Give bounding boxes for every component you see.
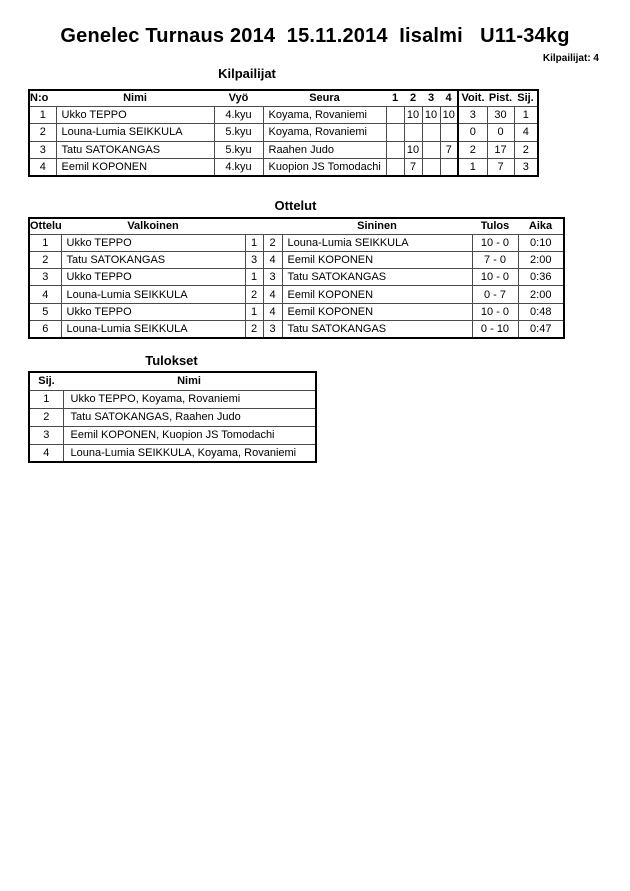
table-cell: 1 (245, 234, 263, 251)
results-table (28, 371, 317, 463)
table-cell: 2 (29, 408, 63, 426)
table-cell: 5.kyu (214, 124, 263, 142)
table-row (29, 426, 316, 444)
table-cell (440, 124, 458, 142)
table-cell: Tatu SATOKANGAS (282, 269, 472, 286)
column-header: 3 (422, 90, 440, 106)
column-header: 1 (386, 90, 404, 106)
table-cell: 6 (29, 320, 61, 337)
table-cell: 2 (29, 251, 61, 268)
table-row (29, 124, 538, 142)
table-cell: Eemil KOPONEN (282, 286, 472, 303)
table-cell: Eemil KOPONEN (56, 159, 214, 177)
table-cell: Tatu SATOKANGAS, Raahen Judo (63, 408, 316, 426)
table-cell: 1 (514, 106, 538, 124)
table-cell: 1 (29, 106, 56, 124)
table-cell: 0:10 (518, 234, 564, 251)
table-row (29, 251, 564, 268)
table-cell: 2 (29, 124, 56, 142)
table-cell: Raahen Judo (263, 141, 386, 159)
table-row (29, 390, 316, 408)
table-cell: 10 - 0 (472, 303, 518, 320)
table-cell: 0 - 10 (472, 320, 518, 337)
column-header: Pist. (487, 90, 514, 106)
column-header: Ottelu (29, 218, 61, 234)
table-cell (422, 124, 440, 142)
table-cell: 2 (245, 320, 263, 337)
table-cell: 4 (514, 124, 538, 142)
table-cell: 3 (29, 426, 63, 444)
matches-table (28, 217, 565, 339)
table-cell: Eemil KOPONEN (282, 251, 472, 268)
table-cell (440, 159, 458, 177)
table-cell: 10 (404, 106, 422, 124)
competitor-count-label: Kilpailijat: 4 (542, 53, 599, 64)
table-cell: 0:48 (518, 303, 564, 320)
section-title-matches: Ottelut (274, 198, 317, 213)
column-header: Nimi (56, 90, 214, 106)
table-cell: 5.kyu (214, 141, 263, 159)
table-cell: 10 (422, 106, 440, 124)
column-header: Tulos (472, 218, 518, 234)
table-cell: 2:00 (518, 251, 564, 268)
table-row (29, 159, 538, 177)
column-header: 4 (440, 90, 458, 106)
column-header: Aika (518, 218, 564, 234)
table-cell: Ukko TEPPO (61, 234, 245, 251)
table-row (29, 408, 316, 426)
table-cell: 2 (458, 141, 487, 159)
table-cell: Eemil KOPONEN, Kuopion JS Tomodachi (63, 426, 316, 444)
column-header: Seura (263, 90, 386, 106)
table-cell: 3 (263, 320, 282, 337)
table-cell: 17 (487, 141, 514, 159)
table-cell (386, 124, 404, 142)
table-cell: 2:00 (518, 286, 564, 303)
table-cell: 4 (29, 159, 56, 177)
table-row (29, 444, 316, 462)
table-cell: 3 (458, 106, 487, 124)
table-cell: 3 (29, 269, 61, 286)
table-cell: 3 (29, 141, 56, 159)
table-cell (404, 124, 422, 142)
table-cell: 0:36 (518, 269, 564, 286)
table-cell: Tatu SATOKANGAS (61, 251, 245, 268)
column-header: 2 (404, 90, 422, 106)
table-cell: Kuopion JS Tomodachi (263, 159, 386, 177)
table-row (29, 269, 564, 286)
section-title-competitors: Kilpailijat (218, 66, 276, 81)
column-header: Sininen (282, 218, 472, 234)
table-header-row (29, 218, 564, 234)
column-header: Voit. (458, 90, 487, 106)
table-cell: 10 - 0 (472, 269, 518, 286)
table-cell: 0:47 (518, 320, 564, 337)
table-cell: Louna-Lumia SEIKKULA, Koyama, Rovaniemi (63, 444, 316, 462)
table-cell: 7 (440, 141, 458, 159)
table-cell: Eemil KOPONEN (282, 303, 472, 320)
table-cell: Louna-Lumia SEIKKULA (282, 234, 472, 251)
table-cell: 5 (29, 303, 61, 320)
table-cell: Koyama, Rovaniemi (263, 106, 386, 124)
table-cell: 1 (245, 269, 263, 286)
table-cell: 7 (404, 159, 422, 177)
table-row (29, 286, 564, 303)
column-header (245, 218, 263, 234)
table-cell: 1 (458, 159, 487, 177)
table-cell: Koyama, Rovaniemi (263, 124, 386, 142)
table-row (29, 234, 564, 251)
section-title-results: Tulokset (145, 353, 198, 368)
table-row (29, 106, 538, 124)
table-cell (386, 159, 404, 177)
table-cell: 1 (29, 234, 61, 251)
table-cell: 4 (29, 286, 61, 303)
table-cell: Tatu SATOKANGAS (56, 141, 214, 159)
table-cell: 4 (29, 444, 63, 462)
table-cell: 10 - 0 (472, 234, 518, 251)
column-header: Valkoinen (61, 218, 245, 234)
table-cell: 10 (404, 141, 422, 159)
table-cell: Louna-Lumia SEIKKULA (56, 124, 214, 142)
table-cell: 2 (263, 234, 282, 251)
table-header-row (29, 372, 316, 390)
table-cell: 1 (29, 390, 63, 408)
table-cell: 4.kyu (214, 159, 263, 177)
table-cell: 3 (245, 251, 263, 268)
table-cell: Ukko TEPPO, Koyama, Rovaniemi (63, 390, 316, 408)
table-cell: 7 (487, 159, 514, 177)
table-cell: 0 (458, 124, 487, 142)
table-row (29, 320, 564, 337)
table-header-row (29, 90, 538, 106)
table-cell: Tatu SATOKANGAS (282, 320, 472, 337)
table-cell: 4 (263, 286, 282, 303)
competitors-table (28, 89, 539, 177)
table-cell: 7 - 0 (472, 251, 518, 268)
column-header: N:o (29, 90, 56, 106)
table-cell: Ukko TEPPO (61, 303, 245, 320)
table-cell: Ukko TEPPO (56, 106, 214, 124)
document-title: Genelec Turnaus 2014 15.11.2014 Iisalmi U11-34kg (60, 25, 570, 47)
table-cell: 2 (245, 286, 263, 303)
table-cell: 0 (487, 124, 514, 142)
table-cell (422, 159, 440, 177)
table-cell (386, 106, 404, 124)
table-cell: 4 (263, 251, 282, 268)
table-cell: 4.kyu (214, 106, 263, 124)
table-cell: Louna-Lumia SEIKKULA (61, 320, 245, 337)
column-header: Sij. (514, 90, 538, 106)
table-cell: 3 (263, 269, 282, 286)
table-cell: 0 - 7 (472, 286, 518, 303)
table-cell: Ukko TEPPO (61, 269, 245, 286)
column-header: Vyö (214, 90, 263, 106)
table-cell: 30 (487, 106, 514, 124)
column-header: Nimi (63, 372, 316, 390)
table-row (29, 141, 538, 159)
table-cell: 10 (440, 106, 458, 124)
column-header (263, 218, 282, 234)
table-row (29, 303, 564, 320)
table-cell: Louna-Lumia SEIKKULA (61, 286, 245, 303)
table-cell (386, 141, 404, 159)
table-cell: 3 (514, 159, 538, 177)
column-header: Sij. (29, 372, 63, 390)
table-cell: 2 (514, 141, 538, 159)
table-cell: 4 (263, 303, 282, 320)
table-cell: 1 (245, 303, 263, 320)
table-cell (422, 141, 440, 159)
